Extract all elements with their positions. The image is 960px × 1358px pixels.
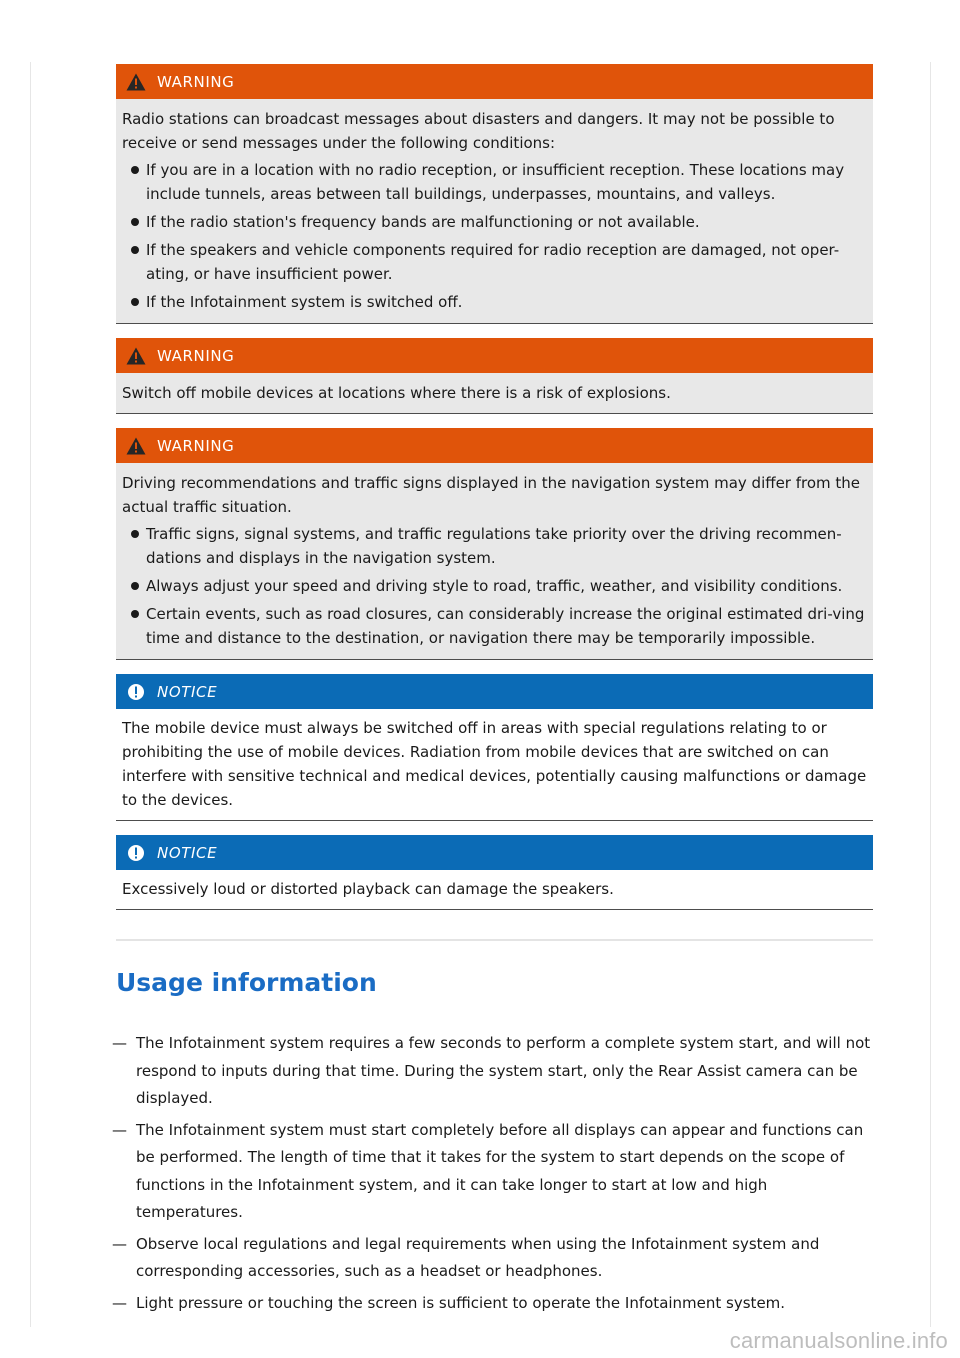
list-item-text: The Infotainment system must start completely before all displays can appear and functions can be performed. The length of time that it takes for the system to start depends on the scope of functions in the Infotainment system, and it can take longer to start at low and high temperatures. [136, 1120, 864, 1221]
dash-marker: — [112, 1234, 127, 1253]
page-content [112, 64, 873, 1321]
notice-body [116, 709, 873, 820]
warning-triangle-icon [126, 347, 146, 365]
list-item [112, 1290, 873, 1318]
bullet-icon [131, 218, 139, 226]
bullet-icon [131, 246, 139, 254]
section-title: Usage information [116, 968, 377, 997]
list-item [112, 1030, 873, 1113]
dash-marker: — [112, 1120, 127, 1139]
bullet-icon [131, 298, 139, 306]
list-item [122, 522, 867, 570]
list-item-text: Traffic signs, signal systems, and traffic regulations take priority over the driving recommen-dations and displays in the navigation system. [146, 525, 842, 567]
warning-intro: Radio stations can broadcast messages about disasters and dangers. It may not be possible to receive or send messages under the following conditions: [122, 110, 835, 152]
warning-box [116, 338, 873, 414]
warning-triangle-icon [126, 73, 146, 91]
bullet-icon [131, 610, 139, 618]
notice-label: NOTICE [157, 843, 218, 862]
dash-marker: — [112, 1293, 127, 1312]
warning-header [116, 428, 873, 463]
notice-text: The mobile device must always be switched off in areas with special regulations relating to or prohibiting the use of mobile devices. Radiation from mobile devices that are switched on can interfere with sensitive technical and medical devices, potentially causing malfunctions or damage to the devices. [122, 719, 867, 809]
list-item-text: Light pressure or touching the screen is sufficient to operate the Infotainment system. [136, 1293, 786, 1312]
warning-box [116, 428, 873, 660]
list-item-text: The Infotainment system requires a few seconds to perform a complete system start, and will not respond to inputs during that time. During the system start, only the Rear Assist camera can be displayed. [136, 1034, 871, 1107]
list-item [112, 1231, 873, 1286]
section-divider [116, 939, 873, 941]
exclamation-circle-icon [126, 683, 146, 701]
warning-intro: Switch off mobile devices at locations where there is a risk of explosions. [122, 384, 671, 402]
list-item-text: Certain events, such as road closures, can considerably increase the original estimated dri-ving time and distance to the destination, or navigation there may be temporarily impossible. [146, 605, 865, 647]
list-item [122, 290, 867, 314]
warning-label: WARNING [157, 72, 235, 91]
list-item-text: If you are in a location with no radio reception, or insufficient reception. These locations may include tunnels, areas between tall buildings, underpasses, mountains, and valleys. [146, 161, 845, 203]
notice-body [116, 870, 873, 909]
warning-body [116, 463, 873, 659]
warning-label: WARNING [157, 436, 235, 455]
list-item-text: If the radio station's frequency bands are malfunctioning or not available. [146, 213, 700, 231]
list-item-text: Always adjust your speed and driving style to road, traffic, weather, and visibility conditions. [146, 577, 843, 595]
warning-header [116, 338, 873, 373]
notice-box [116, 835, 873, 910]
warning-intro: Driving recommendations and traffic signs displayed in the navigation system may differ from the actual traffic situation. [122, 474, 861, 516]
warning-header [116, 64, 873, 99]
list-item [122, 574, 867, 598]
notice-box [116, 674, 873, 821]
warning-bullet-list [122, 158, 867, 314]
list-item [122, 210, 867, 234]
list-item [122, 602, 867, 650]
notice-header [116, 674, 873, 709]
dash-marker: — [112, 1034, 127, 1052]
page-margin-rule-left [30, 62, 31, 1327]
usage-list [112, 1030, 873, 1317]
list-item-text: If the speakers and vehicle components required for radio reception are damaged, not oper-ating, or have insufficient power. [146, 241, 840, 283]
bullet-icon [131, 166, 139, 174]
list-item-text: If the Infotainment system is switched off. [146, 293, 463, 311]
list-item [122, 158, 867, 206]
list-item [112, 1117, 873, 1227]
warning-bullet-list [122, 522, 867, 650]
watermark: carmanualsonline.info [729, 1328, 948, 1353]
exclamation-circle-icon [126, 844, 146, 862]
warning-label: WARNING [157, 346, 235, 365]
warning-body [116, 99, 873, 323]
bullet-icon [131, 530, 139, 538]
notice-header [116, 835, 873, 870]
list-item-text: Observe local regulations and legal requirements when using the Infotainment system and corresponding accessories, such as a headset or headphones. [136, 1234, 820, 1280]
warning-triangle-icon [126, 437, 146, 455]
notice-text: Excessively loud or distorted playback can damage the speakers. [122, 880, 614, 898]
page-margin-rule-right [930, 62, 931, 1327]
warning-box [116, 64, 873, 324]
notice-label: NOTICE [157, 682, 218, 701]
bullet-icon [131, 582, 139, 590]
list-item [122, 238, 867, 286]
warning-body [116, 373, 873, 413]
